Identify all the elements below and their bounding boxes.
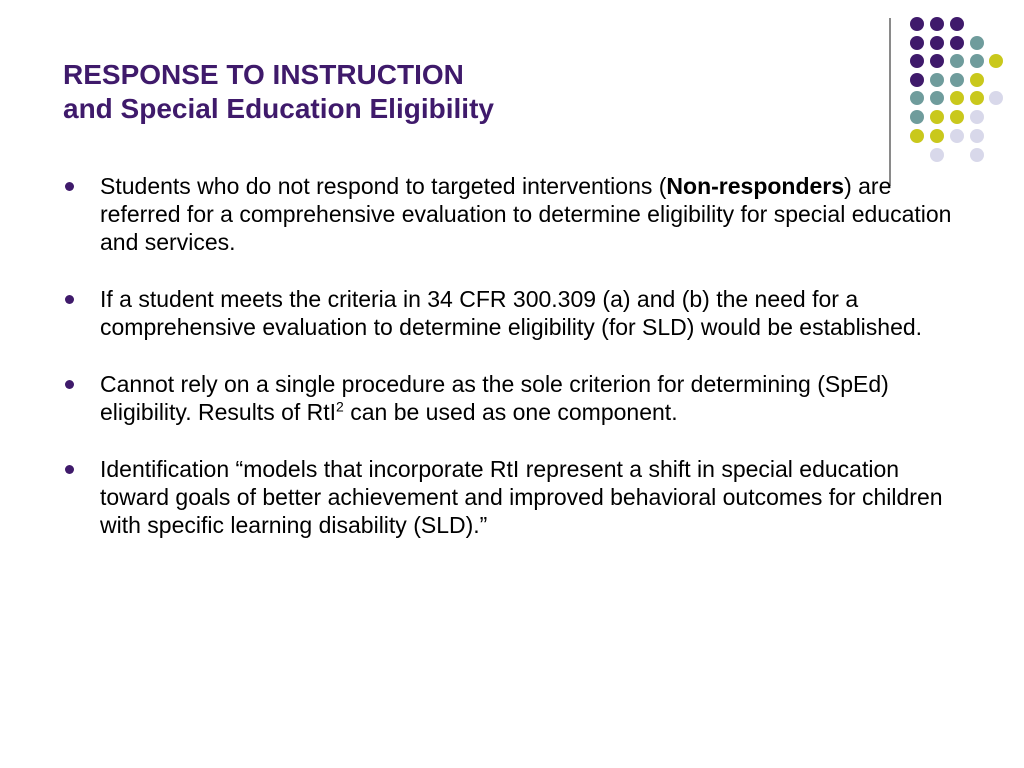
dot bbox=[989, 91, 1003, 105]
bullet-text: Identification “models that incorporate RtI represent a shift in special education toward goals of better achievement and improved behavioral outcomes for children with specific learning disability (SLD).” bbox=[100, 456, 943, 538]
dot bbox=[910, 129, 924, 143]
bullet-marker bbox=[65, 295, 74, 304]
dot bbox=[970, 36, 984, 50]
bullet-item bbox=[63, 172, 973, 256]
bullet-text-bold: Non-responders bbox=[666, 173, 845, 199]
bullet-item bbox=[63, 455, 973, 539]
bullet-text: Students who do not respond to targeted interventions ( bbox=[100, 173, 667, 199]
bullet-item bbox=[63, 285, 973, 341]
dot bbox=[970, 110, 984, 124]
dot bbox=[910, 110, 924, 124]
dot bbox=[970, 148, 984, 162]
bullet-marker bbox=[65, 380, 74, 389]
slide-title bbox=[63, 58, 863, 126]
title-line-2: and Special Education Eligibility bbox=[63, 93, 494, 124]
dot bbox=[910, 91, 924, 105]
superscript: 2 bbox=[336, 398, 344, 415]
dot bbox=[930, 17, 944, 31]
dot bbox=[910, 54, 924, 68]
dot bbox=[930, 148, 944, 162]
bullet-text: can be used as one component. bbox=[343, 399, 678, 425]
dot bbox=[930, 73, 944, 87]
dot bbox=[910, 17, 924, 31]
dot bbox=[989, 54, 1003, 68]
dot bbox=[930, 129, 944, 143]
dot bbox=[950, 17, 964, 31]
dot bbox=[970, 129, 984, 143]
dot bbox=[970, 91, 984, 105]
dot bbox=[930, 36, 944, 50]
dot bbox=[950, 36, 964, 50]
vertical-divider bbox=[889, 18, 891, 186]
bullet-text: Cannot rely on a single procedure as the sole criterion for determining (SpEd) eligibility. Results of RtI bbox=[100, 371, 889, 425]
bullet-marker bbox=[65, 465, 74, 474]
dot bbox=[950, 91, 964, 105]
dot bbox=[950, 110, 964, 124]
bullet-text: If a student meets the criteria in 34 CFR 300.309 (a) and (b) the need for a comprehensive evaluation to determine eligibility (for SLD) would be established. bbox=[100, 286, 923, 340]
dot bbox=[950, 129, 964, 143]
bullet-marker bbox=[65, 182, 74, 191]
dot bbox=[970, 54, 984, 68]
dot bbox=[930, 54, 944, 68]
dot bbox=[950, 54, 964, 68]
dot bbox=[970, 73, 984, 87]
dot bbox=[910, 36, 924, 50]
bullet-text: ) are referred for a comprehensive evaluation to determine eligibility for special education and services. bbox=[100, 173, 952, 255]
dot bbox=[930, 91, 944, 105]
dot bbox=[910, 73, 924, 87]
dot bbox=[950, 73, 964, 87]
title-line-1: RESPONSE TO INSTRUCTION bbox=[63, 59, 464, 90]
dot bbox=[930, 110, 944, 124]
bullet-list bbox=[63, 172, 973, 568]
bullet-item bbox=[63, 370, 973, 426]
